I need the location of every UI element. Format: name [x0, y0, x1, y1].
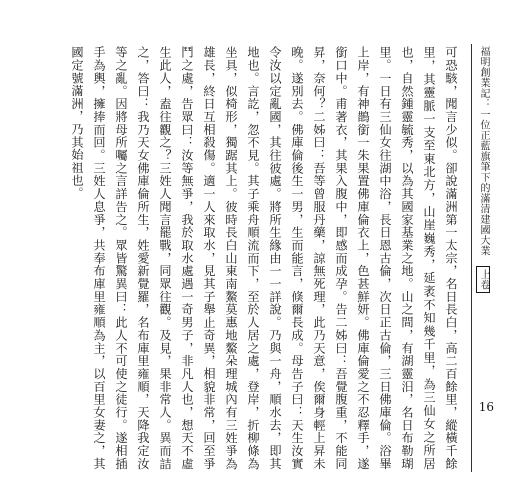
running-head-title: 福明創業記：一位正藍旗筆下的滿清建國大業: [478, 46, 489, 256]
volume-tag: 上卷: [476, 266, 490, 293]
body-paragraph: 可恐駭，聞言少似。卻說滿洲第一太宗，名日長白，高二百餘里，縱橫千餘里，其靈脈一支至東北方，山崖巍秀，延袤不知幾千里，為三仙女之所居也，自然鍾靈毓秀，以為其國家基業之地。山之間，有湖靈汨，名日布勒瑚里。一日有三仙女往湖中浴，長日恩古倫，次日正古倫，三日佛庫倫。浴畢上岸，有神鵲銜一朱果置佛庫倫衣上，色甚鮮妍。佛庫倫愛之不忍釋手，遂銜口中。甫著衣，其果入腹中，即感而成孕。告二姊曰：吾覺腹重，不能同昇，奈何？二姊曰：吾等曾服丹藥，諒無死理，此乃天意，俟爾身輕上昇未晚。遂別去。佛庫倫後生一男，生而能言，倏爾長成。母告子曰：天生汝實令汝以定亂國，其往彼處。將所生緣由一一詳說。乃與一舟，順水去，即其地也。言訖，忽不見。其子乘舟順流而下，至於人居之處，登岸，折柳條為坐具，似椅形，獨踞其上。彼時長白山東南鰲莫惠地鰲朵理城內有三姓爭為雄長，終日互相殺傷。適一人來取水，見其子舉止奇異，相貌非常，回至爭鬥之處，告眾曰：汝等無爭，我於取水處遇一奇男子，非凡人也，想天不虛生此人，盍往觀之？三姓人聞言罷戰，同眾往觀。及見，果非常人。異而詰之，答曰：我乃天女佛庫倫所生，姓愛新覺羅，名布庫里雍順，天降我定汝等之亂。因將母所囑之言詳告之。眾皆驚異曰：此人不可使之徒行。遂相插手為輿，擁捧而回。三姓人息爭，共奉布庫里雍順為主，以百里女妻之，其國定號滿洲，乃其始祖也。: [70, 46, 458, 470]
page-number: 16: [478, 400, 494, 414]
header-rule: [471, 44, 472, 472]
body-text: [62, 46, 462, 470]
running-head: [476, 46, 490, 293]
